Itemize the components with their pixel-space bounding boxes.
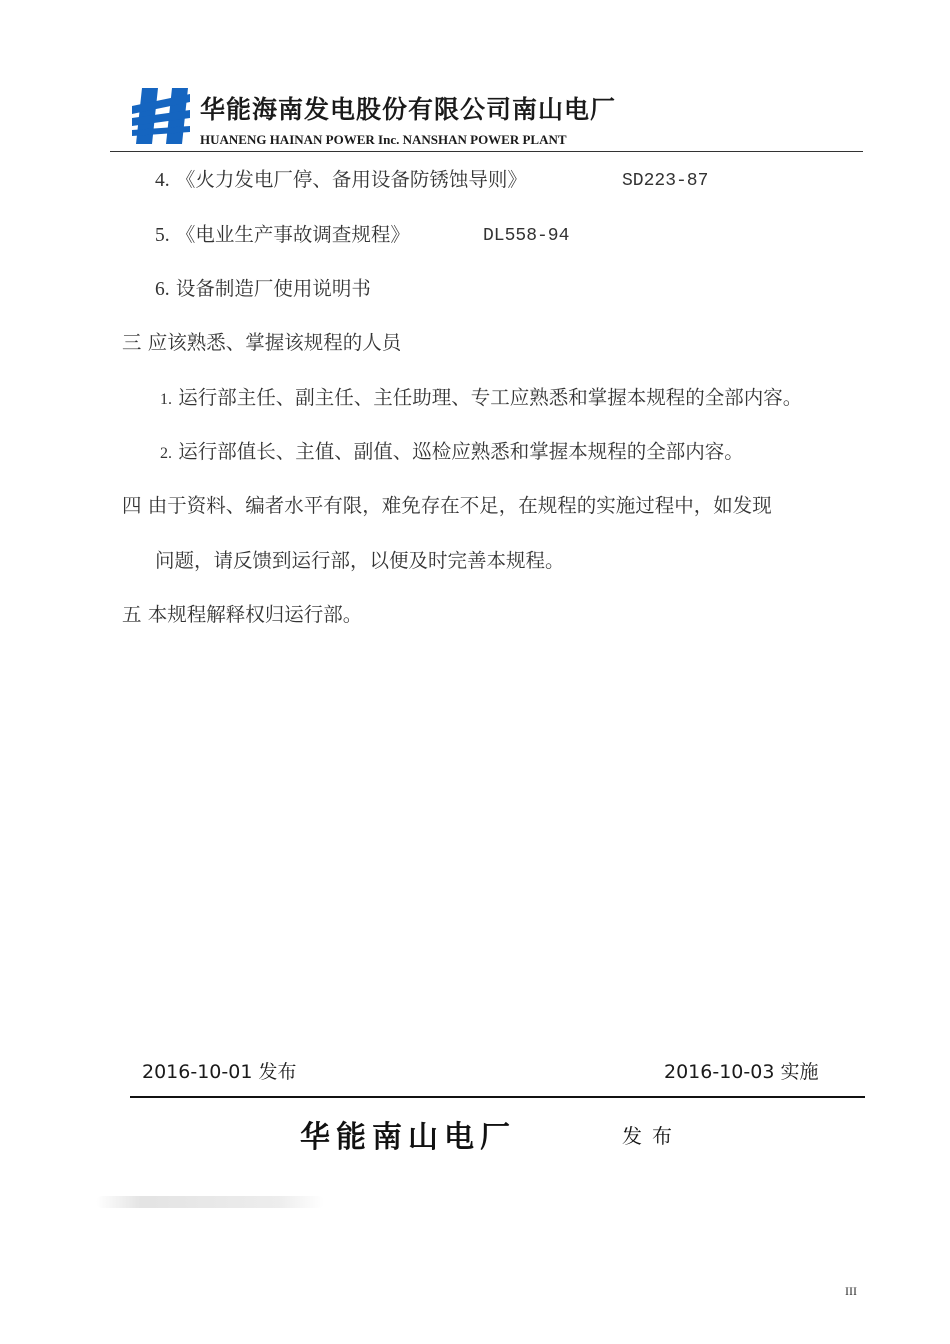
list-item: 1. 运行部主任、副主任、主任助理、专工应熟悉和掌握本规程的全部内容。 bbox=[160, 386, 803, 409]
faded-watermark bbox=[96, 1196, 324, 1208]
company-name-cn: 华能海南发电股份有限公司南山电厂 bbox=[200, 95, 617, 124]
section-paragraph-line: 四 由于资料、编者水平有限，难免存在不足，在规程的实施过程中，如发现 bbox=[122, 494, 772, 517]
reference-item: 4. 《火力发电厂停、备用设备防锈蚀导则》 bbox=[155, 168, 527, 191]
reference-code: SD223-87 bbox=[622, 171, 709, 191]
huaneng-logo-icon bbox=[132, 88, 190, 144]
header-divider bbox=[110, 151, 863, 152]
list-item: 2. 运行部值长、主值、副值、巡检应熟悉和掌握本规程的全部内容。 bbox=[160, 440, 744, 463]
issuer-name: 华能南山电厂 bbox=[300, 1120, 516, 1155]
effective-date: 2016-10-03 实施 bbox=[664, 1061, 819, 1083]
section-paragraph: 五 本规程解释权归运行部。 bbox=[122, 603, 363, 626]
reference-item: 5. 《电业生产事故调查规程》 bbox=[155, 223, 410, 246]
issue-label: 发布 bbox=[622, 1124, 682, 1148]
section-heading: 三 应该熟悉、掌握该规程的人员 bbox=[122, 331, 402, 354]
footer-divider bbox=[130, 1096, 865, 1098]
company-name-en: HUANENG HAINAN POWER Inc. NANSHAN POWER PLANT bbox=[200, 132, 567, 147]
reference-code: DL558-94 bbox=[483, 226, 570, 246]
section-paragraph-line: 问题，请反馈到运行部，以便及时完善本规程。 bbox=[155, 549, 565, 572]
reference-item: 6. 设备制造厂使用说明书 bbox=[155, 277, 371, 300]
page-number: III bbox=[845, 1284, 857, 1298]
publish-date: 2016-10-01 发布 bbox=[142, 1061, 297, 1083]
